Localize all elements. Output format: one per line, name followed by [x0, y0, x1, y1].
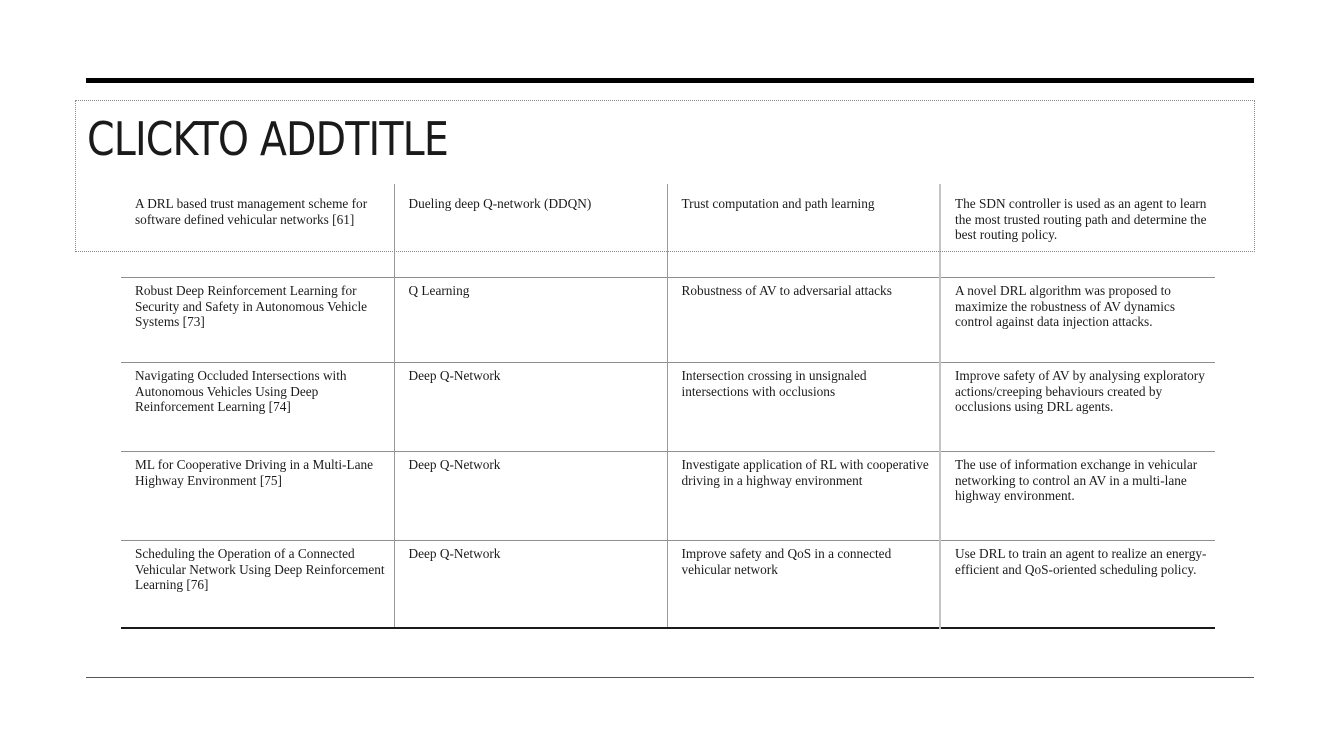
- table-row: [121, 184, 1215, 278]
- summary-cell: Improve safety of AV by analysing exploratory actions/creeping behaviours created by occlusions using DRL agents.: [940, 363, 1215, 452]
- paper-cell: A DRL based trust management scheme for software defined vehicular networks [61]: [135, 196, 368, 227]
- method-cell: Deep Q-Network: [394, 363, 667, 452]
- focus-cell: Robustness of AV to adversarial attacks: [667, 278, 940, 363]
- method-cell: Deep Q-Network: [394, 541, 667, 629]
- paper-cell: Navigating Occluded Intersections with Autonomous Vehicles Using Deep Reinforcement Learning [74]: [135, 368, 347, 414]
- table-row: [121, 278, 1215, 363]
- paper-cell: ML for Cooperative Driving in a Multi-Lane Highway Environment [75]: [135, 457, 374, 488]
- focus-cell: Improve safety and QoS in a connected vehicular network: [667, 541, 940, 629]
- table-row: [121, 541, 1215, 629]
- paper-cell: Scheduling the Operation of a Connected Vehicular Network Using Deep Reinforcement Learning [76]: [135, 546, 385, 592]
- table-row: [121, 452, 1215, 541]
- paper-cell: Robust Deep Reinforcement Learning for Security and Safety in Autonomous Vehicle Systems [73]: [135, 283, 368, 329]
- method-cell: Deep Q-Network: [394, 452, 667, 541]
- slide-bottom-rule: [86, 677, 1254, 678]
- slide-title-placeholder[interactable]: CLICKTO ADDTITLE: [87, 112, 448, 166]
- method-cell: Dueling deep Q-network (DDQN): [394, 184, 667, 278]
- focus-cell: Trust computation and path learning: [667, 184, 940, 278]
- slide-top-rule: [86, 78, 1254, 83]
- table-image: [121, 184, 1215, 630]
- drl-papers-table: [121, 184, 1215, 629]
- summary-cell: A novel DRL algorithm was proposed to maximize the robustness of AV dynamics control against data injection attacks.: [940, 278, 1215, 363]
- method-cell: Q Learning: [394, 278, 667, 363]
- table-row: [121, 363, 1215, 452]
- summary-cell: Use DRL to train an agent to realize an energy-efficient and QoS-oriented scheduling policy.: [940, 541, 1215, 629]
- focus-cell: Intersection crossing in unsignaled intersections with occlusions: [667, 363, 940, 452]
- summary-cell: The use of information exchange in vehicular networking to control an AV in a multi-lane highway environment.: [940, 452, 1215, 541]
- focus-cell: Investigate application of RL with cooperative driving in a highway environment: [667, 452, 940, 541]
- summary-cell: The SDN controller is used as an agent to learn the most trusted routing path and determine the best routing policy.: [940, 184, 1215, 278]
